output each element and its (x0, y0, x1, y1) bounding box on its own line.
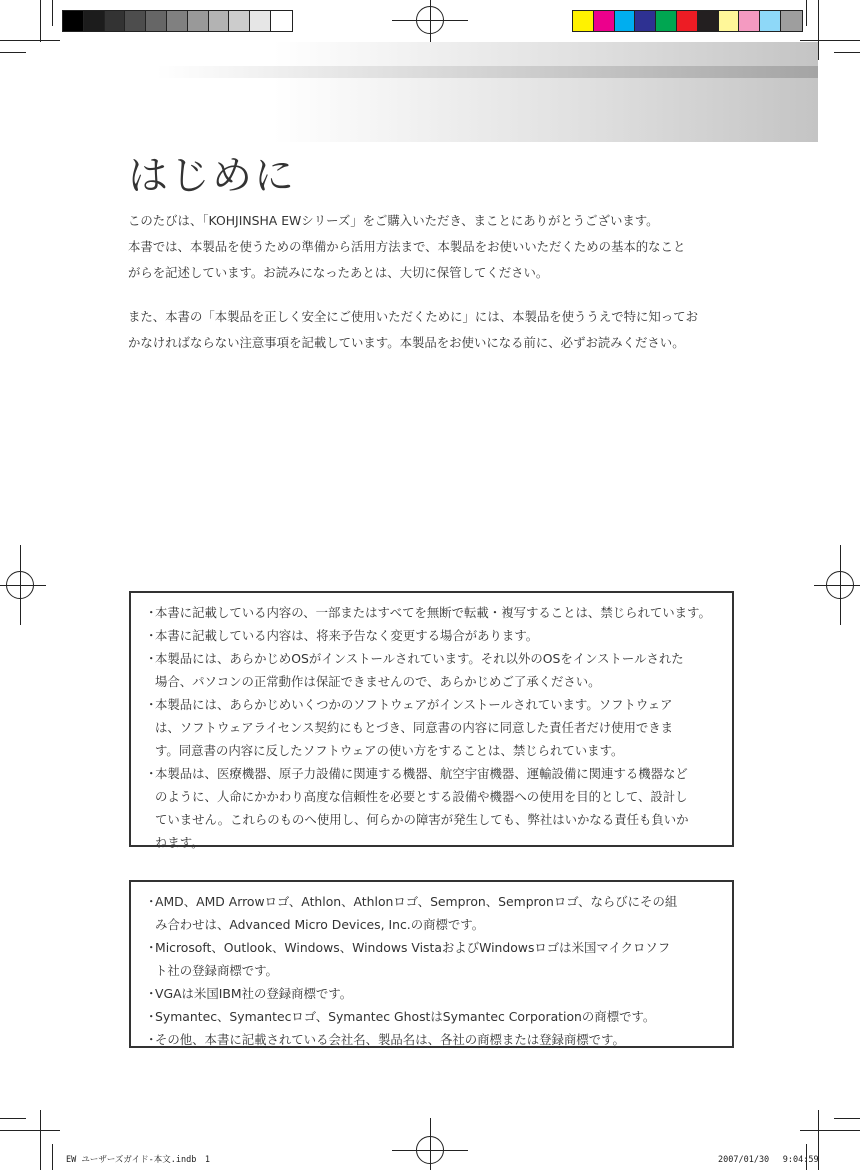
list-item (145, 890, 722, 936)
color-swatch (719, 11, 740, 31)
intro-line: このたびは、「KOHJINSHA EWシリーズ」をご購入いただき、まことにありがとうございます。 (128, 213, 659, 228)
list-item-line: Microsoft、Outlook、Windows、Windows VistaおよびWindowsロゴは米国マイクロソフ (155, 940, 671, 955)
registration-line (430, 1118, 431, 1170)
trademark-notice-box (129, 880, 734, 1048)
registration-line (840, 545, 841, 625)
color-swatch (656, 11, 677, 31)
intro-paragraph (128, 208, 736, 286)
page-title: はじめに (128, 153, 296, 199)
bullet-mark: ・ (145, 940, 158, 955)
list-item (145, 982, 722, 1005)
color-swatch (781, 11, 802, 31)
trademark-list (145, 890, 722, 1051)
header-gradient-stripe (40, 66, 818, 78)
list-item (145, 647, 722, 693)
crop-mark (818, 0, 819, 60)
color-swatch (125, 11, 146, 31)
list-item-line: 本製品には、あらかじめOSがインストールされています。それ以外のOSをインストールされた (155, 651, 684, 666)
list-item-line: AMD、AMD Arrowロゴ、Athlon、Athlonロゴ、Sempron、Sempronロゴ、ならびにその組 (155, 894, 678, 909)
safety-notice-paragraph (128, 304, 736, 356)
list-item-line: 本製品は、医療機器、原子力設備に関連する機器、航空宇宙機器、運輸設備に関連する機器など (155, 766, 688, 781)
color-swatch (84, 11, 105, 31)
color-swatch (250, 11, 271, 31)
list-item-line: その他、本書に記載されている会社名、製品名は、各社の商標または登録商標です。 (155, 1032, 625, 1047)
color-swatch (188, 11, 209, 31)
list-item-line: Symantec、Symantecロゴ、Symantec GhostはSymantec Corporationの商標です。 (155, 1009, 656, 1024)
color-swatch (635, 11, 656, 31)
crop-mark (52, 0, 53, 26)
legal-notice-box (129, 591, 734, 850)
list-item-line: 本書に記載している内容の、一部またはすべてを無断で転載・複写することは、禁じられています。 (155, 605, 711, 620)
bullet-mark: ・ (145, 766, 158, 781)
color-swatch (229, 11, 250, 31)
list-item-line: 場合、パソコンの正常動作は保証できませんので、あらかじめご了承ください。 (155, 674, 601, 689)
bullet-mark: ・ (145, 605, 158, 620)
notice-line: かなければならない注意事項を記載しています。本製品をお使いになる前に、必ずお読みください。 (128, 335, 685, 350)
file-slug: EW ユーザーズガイド-本文.indb 1 (66, 1155, 210, 1165)
list-item-line: ていません。これらのものへ使用し、何らかの障害が発生しても、弊社はいかなる責任も負いか (155, 812, 689, 827)
bullet-mark: ・ (145, 651, 158, 666)
crop-mark (800, 1130, 860, 1131)
color-swatch (677, 11, 698, 31)
color-swatch (573, 11, 594, 31)
grayscale-color-bar (62, 10, 293, 32)
color-swatch (739, 11, 760, 31)
color-swatch (105, 11, 126, 31)
list-item-line: 本製品には、あらかじめいくつかのソフトウェアがインストールされています。ソフトウェア (155, 697, 673, 712)
header-gradient-band (40, 42, 818, 142)
list-item-line: す。同意書の内容に反したソフトウェアの使い方をすることは、禁じられています。 (155, 743, 624, 758)
bullet-mark: ・ (145, 1032, 158, 1047)
list-item (145, 601, 722, 624)
print-timestamp: 2007/01/30 9:04:59 (718, 1155, 819, 1165)
registration-line (814, 585, 860, 586)
list-item (145, 624, 722, 647)
crop-mark (0, 40, 60, 41)
list-item-line: VGAは米国IBM社の登録商標です。 (155, 986, 353, 1001)
crop-mark (800, 40, 860, 41)
crop-mark (52, 1144, 53, 1170)
crop-mark (806, 0, 807, 26)
bullet-mark: ・ (145, 697, 158, 712)
color-swatch (146, 11, 167, 31)
list-item-line: のように、人命にかかわり高度な信頼性を必要とする設備や機器への使用を目的として、設計し (155, 789, 688, 804)
bullet-mark: ・ (145, 894, 158, 909)
list-item-line: み合わせは、Advanced Micro Devices, Inc.の商標です。 (155, 917, 485, 932)
crop-mark (834, 52, 860, 53)
crop-mark (834, 1118, 860, 1119)
color-swatch (63, 11, 84, 31)
list-item-line: ねます。 (155, 835, 204, 850)
list-item-line: ト社の登録商標です。 (155, 963, 278, 978)
color-swatch (167, 11, 188, 31)
crop-mark (0, 1118, 26, 1119)
bullet-mark: ・ (145, 628, 158, 643)
list-item (145, 936, 722, 982)
list-item (145, 762, 722, 854)
list-item-line: 本書に記載している内容は、将来予告なく変更する場合があります。 (155, 628, 539, 643)
process-color-bar (572, 10, 803, 32)
list-item (145, 1028, 722, 1051)
color-swatch (698, 11, 719, 31)
color-swatch (615, 11, 636, 31)
bullet-mark: ・ (145, 1009, 158, 1024)
list-item (145, 1005, 722, 1028)
crop-mark (0, 1130, 60, 1131)
registration-line (20, 545, 21, 625)
list-item-line: は、ソフトウェアライセンス契約にもとづき、同意書の内容に同意した責任者だけ使用できま (155, 720, 674, 735)
intro-line: 本書では、本製品を使うための準備から活用方法まで、本製品をお使いいただくための基本的なこと (128, 239, 686, 254)
color-swatch (594, 11, 615, 31)
intro-line: がらを記述しています。お読みになったあとは、大切に保管してください。 (128, 265, 549, 280)
bullet-mark: ・ (145, 986, 158, 1001)
list-item (145, 693, 722, 762)
crop-mark (40, 1110, 41, 1170)
crop-mark (0, 52, 26, 53)
registration-line (0, 585, 46, 586)
color-swatch (209, 11, 230, 31)
legal-notice-list (145, 601, 722, 854)
color-swatch (760, 11, 781, 31)
notice-line: また、本書の「本製品を正しく安全にご使用いただくために」には、本製品を使ううえで特に知ってお (128, 309, 698, 324)
color-swatch (271, 11, 292, 31)
